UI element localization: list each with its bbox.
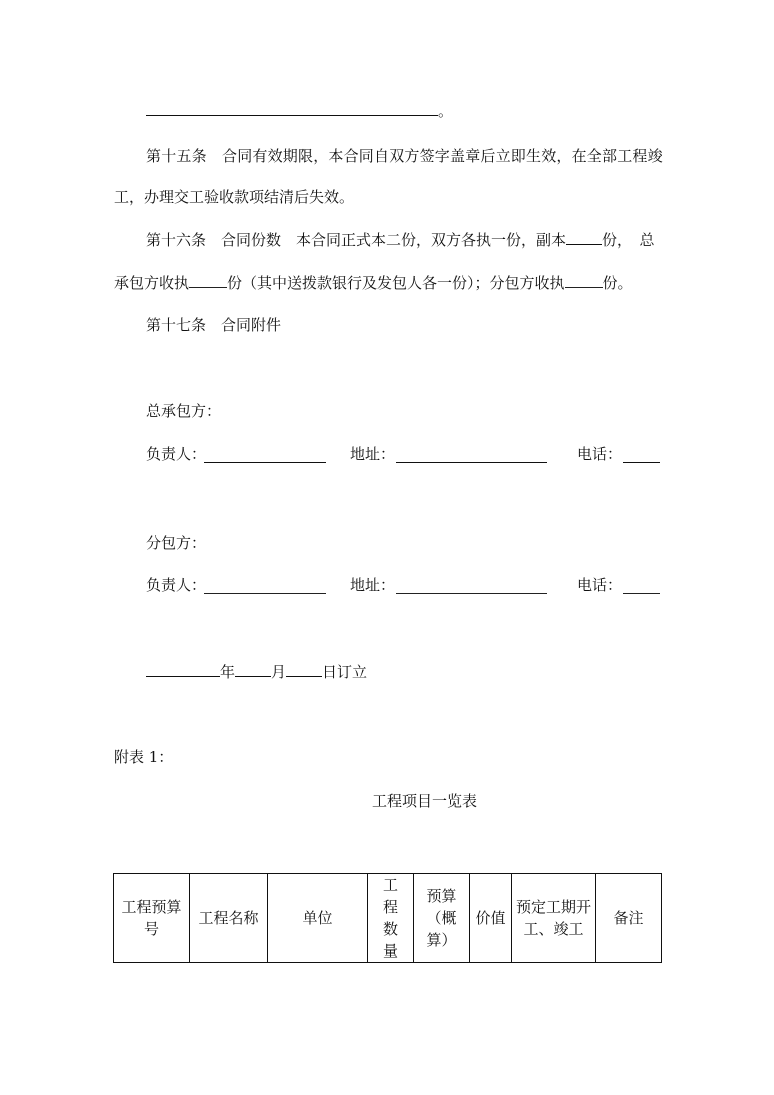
column-header-quantity: 工程数量 [368,874,414,963]
contractor-copies-blank[interactable] [189,272,227,288]
month-blank[interactable] [235,661,271,677]
column-header-project-name: 工程名称 [190,874,268,963]
subcontractor-copies-blank[interactable] [565,272,603,288]
general-contractor-address-blank[interactable] [396,446,547,463]
appendix-label: 附表 1： [114,748,174,766]
date-line [146,661,367,682]
copies-blank[interactable] [566,229,602,245]
top-blank [146,100,438,116]
day-blank[interactable] [286,661,322,677]
subcontractor-phone-blank[interactable] [623,577,660,594]
article-17: 第十七条 合同附件 [146,316,282,334]
general-contractor-person-label: 负责人： [146,445,207,463]
month-label: 月 [271,663,287,681]
general-contractor-phone-label: 电话： [577,445,623,463]
column-header-remarks: 备注 [596,874,662,963]
article-15-line-2: 工，办理交工验收款项结清后失效。 [114,188,355,206]
column-header-schedule: 预定工期开工、竣工 [512,874,596,963]
column-header-budget-no: 工程预算号 [114,874,190,963]
year-blank[interactable] [146,661,220,677]
general-contractor-phone-blank[interactable] [623,446,660,463]
article-16-text-e: 份。 [602,274,633,292]
article-16-text-c: 承包方收执 [114,274,190,292]
general-contractor-person-blank[interactable] [204,446,326,463]
year-label: 年 [220,663,236,681]
project-table-title: 工程项目一览表 [372,792,478,810]
subcontractor-phone-label: 电话： [577,576,623,594]
article-16-text-a: 第十六条 合同份数 本合同正式本二份，双方各执一份，副本 [146,231,567,249]
subcontractor-address-label: 地址： [350,576,396,594]
day-sign-label: 日订立 [322,663,368,681]
top-line-tail: 。 [438,102,454,120]
table-header-row [114,874,662,963]
subcontractor-person-blank[interactable] [204,577,326,594]
subcontractor-title: 分包方： [146,534,207,552]
column-header-budget: 预算（概算） [414,874,470,963]
general-contractor-address-label: 地址： [350,445,396,463]
subcontractor-address-blank[interactable] [396,577,547,594]
project-list-table [113,873,662,963]
top-blank-line [146,100,453,121]
column-header-value: 价值 [470,874,512,963]
subcontractor-person-label: 负责人： [146,576,207,594]
article-16-line-1 [146,229,655,250]
column-header-unit: 单位 [268,874,368,963]
article-15-line-1: 第十五条 合同有效期限，本合同自双方签字盖章后立即生效，在全部工程竣 [146,147,663,165]
article-16-text-d: 份（其中送拨款银行及发包人各一份）；分包方收执 [227,274,565,292]
article-16-text-b: 份， 总 [602,231,655,249]
article-16-line-2 [114,272,633,293]
general-contractor-title: 总承包方： [146,402,222,420]
